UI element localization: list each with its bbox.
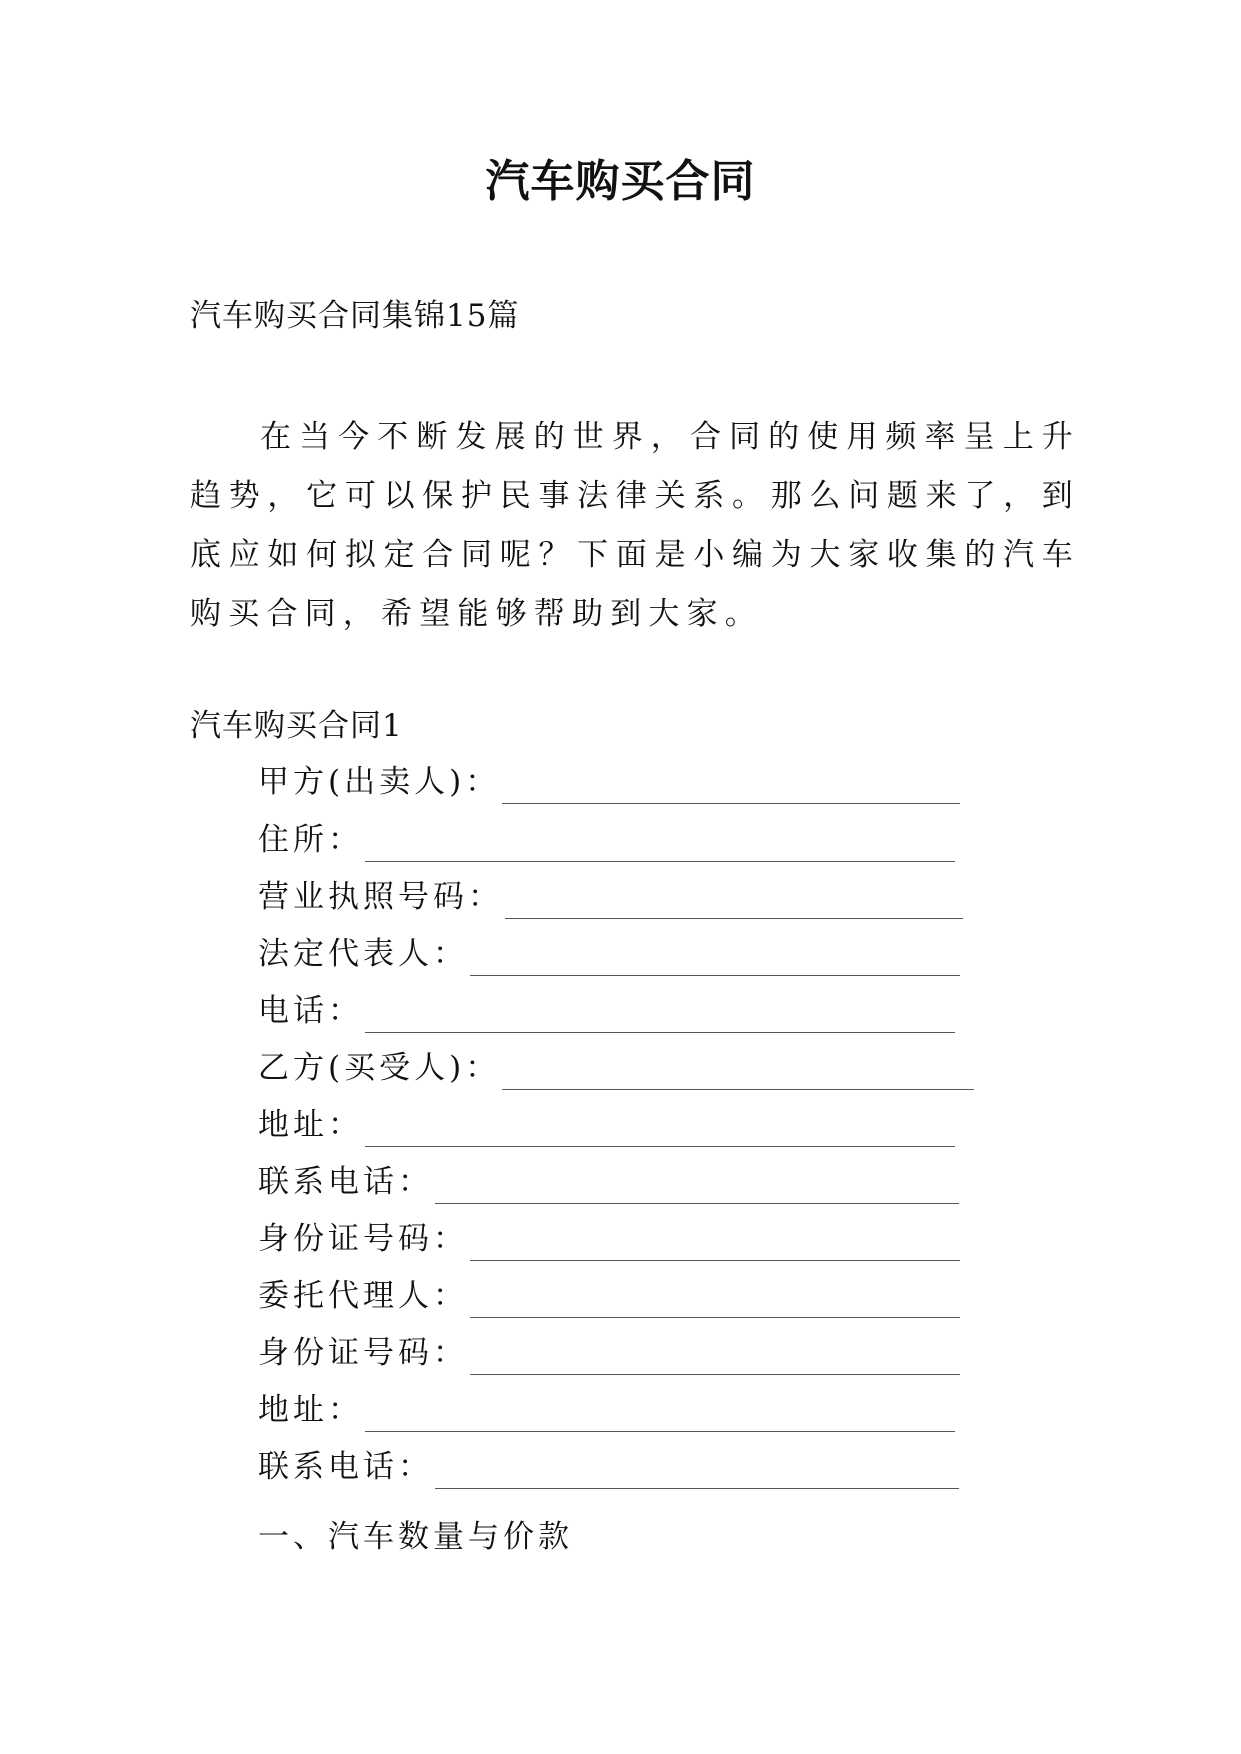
field-label: 甲方(出卖人)： bbox=[258, 764, 501, 800]
field-row-buyer bbox=[258, 1046, 974, 1090]
fill-in-blank bbox=[435, 1173, 959, 1204]
field-row-agent-id-number bbox=[258, 1331, 960, 1375]
document-title: 汽车购买合同 bbox=[485, 156, 756, 207]
field-label: 身份证号码： bbox=[258, 1221, 468, 1257]
fill-in-blank bbox=[502, 1059, 974, 1090]
field-label: 乙方(买受人)： bbox=[258, 1050, 501, 1086]
fill-in-blank bbox=[435, 1458, 959, 1489]
field-label: 联系电话： bbox=[258, 1449, 433, 1485]
fill-in-blank bbox=[470, 1344, 960, 1375]
field-row-residence bbox=[258, 818, 955, 862]
field-label: 电话： bbox=[258, 993, 363, 1029]
fill-in-blank bbox=[470, 945, 960, 976]
field-row-agent bbox=[258, 1274, 960, 1318]
field-row-id-number bbox=[258, 1217, 960, 1261]
field-row-address bbox=[258, 1103, 955, 1147]
clause-heading: 一、汽车数量与价款 bbox=[258, 1519, 573, 1555]
field-label: 委托代理人： bbox=[258, 1278, 468, 1314]
fill-in-blank bbox=[502, 773, 960, 804]
fill-in-blank bbox=[365, 1002, 955, 1033]
fill-in-blank bbox=[505, 888, 963, 919]
fill-in-blank bbox=[365, 1401, 955, 1432]
field-row-contact-phone bbox=[258, 1160, 959, 1204]
field-row-phone bbox=[258, 989, 955, 1033]
fill-in-blank bbox=[470, 1230, 960, 1261]
field-row-legal-rep bbox=[258, 932, 960, 976]
field-row-agent-address bbox=[258, 1388, 955, 1432]
section-heading: 汽车购买合同1 bbox=[190, 708, 403, 744]
field-row-seller bbox=[258, 760, 960, 804]
fill-in-blank bbox=[470, 1287, 960, 1318]
fill-in-blank bbox=[365, 831, 955, 862]
fill-in-blank bbox=[365, 1116, 955, 1147]
field-label: 营业执照号码： bbox=[258, 879, 503, 915]
field-label: 地址： bbox=[258, 1392, 363, 1428]
intro-paragraph: 在当今不断发展的世界，合同的使用频率呈上升趋势，它可以保护民事法律关系。那么问题来了，到底应如何拟定合同呢？下面是小编为大家收集的汽车购买合同，希望能够帮助到大家。 bbox=[190, 419, 1080, 632]
field-label: 法定代表人： bbox=[258, 936, 468, 972]
document-subtitle: 汽车购买合同集锦15篇 bbox=[190, 298, 520, 334]
field-label: 住所： bbox=[258, 822, 363, 858]
field-row-license bbox=[258, 875, 963, 919]
field-label: 地址： bbox=[258, 1107, 363, 1143]
field-label: 联系电话： bbox=[258, 1164, 433, 1200]
field-row-agent-phone bbox=[258, 1445, 959, 1489]
field-label: 身份证号码： bbox=[258, 1335, 468, 1371]
